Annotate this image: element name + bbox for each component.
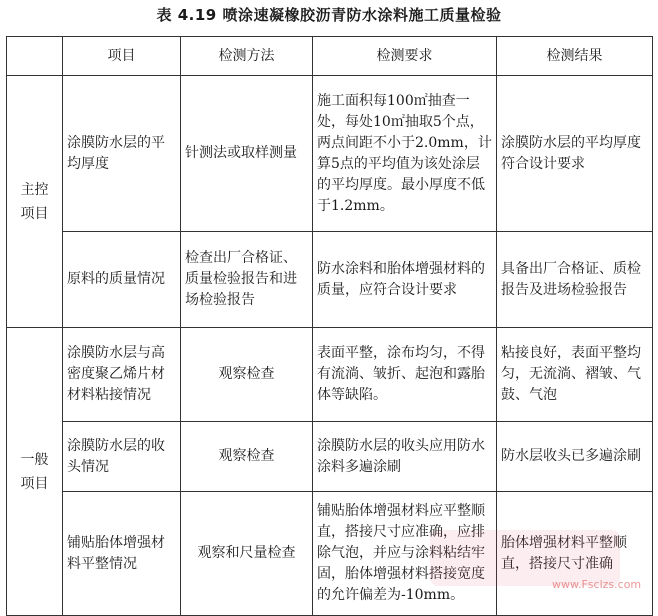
table-row bbox=[7, 76, 653, 232]
cell-result: 防水层收头已多遍涂刷 bbox=[497, 422, 653, 492]
cell-method: 针测法或取样测量 bbox=[181, 76, 313, 232]
cell-item: 铺贴胎体增强材料平整情况 bbox=[63, 492, 181, 616]
cell-item: 涂膜防水层的收头情况 bbox=[63, 422, 181, 492]
watermark-text: www.Fsclzs.com bbox=[552, 578, 642, 591]
header-result: 检测结果 bbox=[497, 37, 653, 76]
quality-inspection-table bbox=[6, 36, 653, 616]
table-row bbox=[7, 492, 653, 616]
cell-item: 涂膜防水层的平均厚度 bbox=[63, 76, 181, 232]
cell-method: 检查出厂合格证、质量检验报告和进场检验报告 bbox=[181, 232, 313, 328]
cell-method: 观察检查 bbox=[181, 328, 313, 422]
cell-requirement: 铺贴胎体增强材料应平整顺直，搭接尺寸应准确，应排除气泡，并应与涂料粘结牢固，胎体增强材料搭接宽度的允许偏差为-10mm。 bbox=[313, 492, 497, 616]
table-title: 表 4.19 喷涂速凝橡胶沥青防水涂料施工质量检验 bbox=[156, 6, 502, 24]
cell-result: 涂膜防水层的平均厚度符合设计要求 bbox=[497, 76, 653, 232]
cell-item: 原料的质量情况 bbox=[63, 232, 181, 328]
header-method: 检测方法 bbox=[181, 37, 313, 76]
cell-requirement: 施工面积每100㎡抽查一处，每处10㎡抽取5个点，两点间距不小于2.0mm，计算5点的平均值为该处涂层的平均厚度。最小厚度不低于1.2mm。 bbox=[313, 76, 497, 232]
cell-requirement: 涂膜防水层的收头应用防水涂料多遍涂刷 bbox=[313, 422, 497, 492]
table-row bbox=[7, 328, 653, 422]
cell-result: 胎体增强材料平整顺直，搭接尺寸准确 bbox=[497, 492, 653, 616]
cell-result: 粘接良好，表面平整均匀，无流淌、褶皱、气鼓、气泡 bbox=[497, 328, 653, 422]
cell-method: 观察检查 bbox=[181, 422, 313, 492]
cell-requirement: 表面平整，涂布均匀，不得有流淌、皱折、起泡和露胎体等缺陷。 bbox=[313, 328, 497, 422]
header-item: 项目 bbox=[63, 37, 181, 76]
cell-result: 具备出厂合格证、质检报告及进场检验报告 bbox=[497, 232, 653, 328]
category-general: 一般项目 bbox=[7, 328, 63, 616]
header-category bbox=[7, 37, 63, 76]
cell-item: 涂膜防水层与高密度聚乙烯片材材料粘接情况 bbox=[63, 328, 181, 422]
cell-requirement: 防水涂料和胎体增强材料的质量，应符合设计要求 bbox=[313, 232, 497, 328]
header-row bbox=[7, 37, 653, 76]
header-requirement: 检测要求 bbox=[313, 37, 497, 76]
table-row bbox=[7, 422, 653, 492]
cell-method: 观察和尺量检查 bbox=[181, 492, 313, 616]
category-main-control: 主控项目 bbox=[7, 76, 63, 328]
table-row bbox=[7, 232, 653, 328]
